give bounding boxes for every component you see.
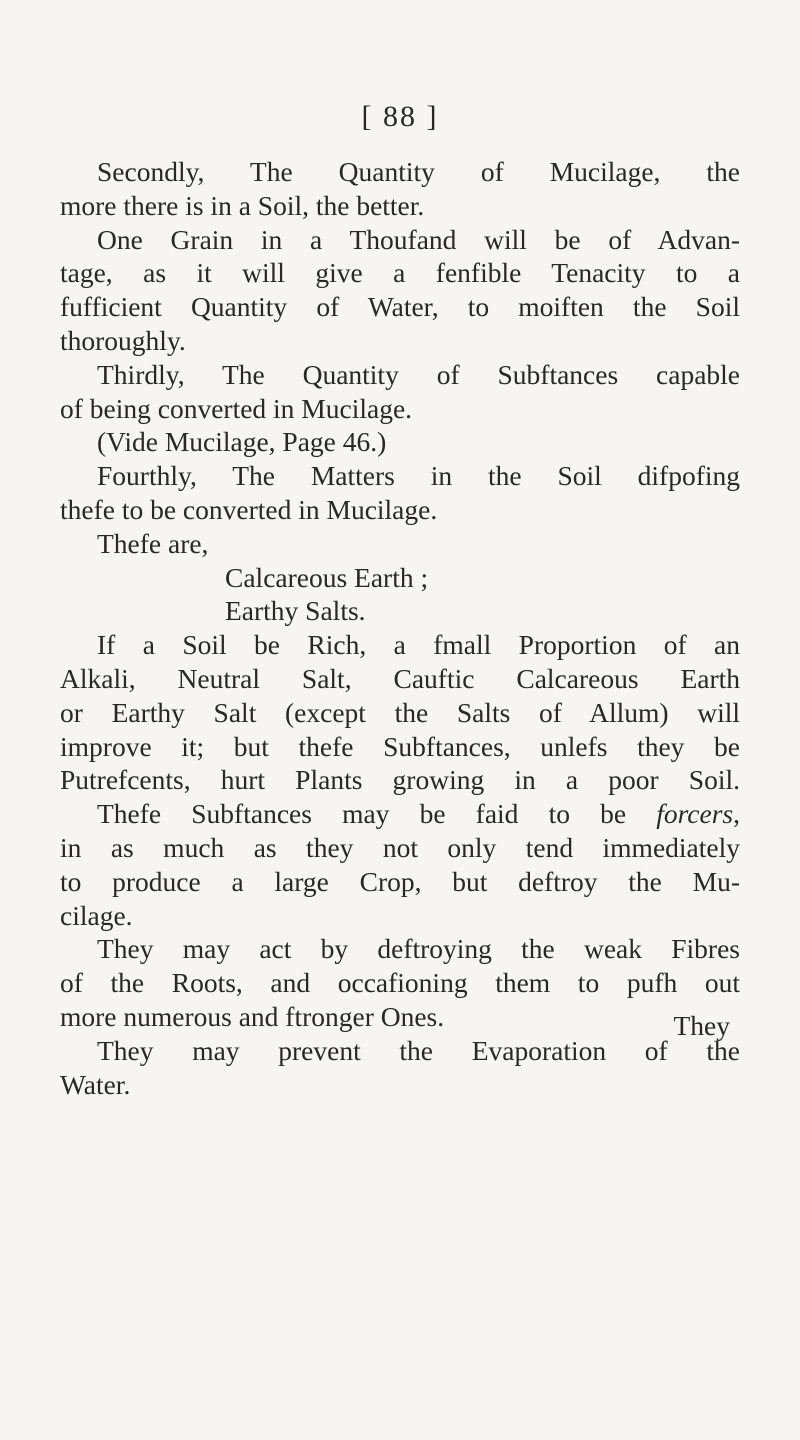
text-line: thefe to be converted in Mucilage. xyxy=(60,493,438,525)
text-line: fufficient Quantity of Water, to moiften the Soil xyxy=(60,291,740,323)
text-line: improve it; but thefe Subftances, unlefs they be xyxy=(60,730,740,762)
catchword: They xyxy=(673,1010,730,1041)
text-line: If a Soil be Rich, a fmall Proportion of an xyxy=(97,629,740,661)
text-line: Secondly, The Quantity of Mucilage, the xyxy=(97,156,740,187)
text-line: more numerous and ftronger Ones. xyxy=(60,1000,445,1032)
text-line: Earthy Salts. xyxy=(225,595,366,627)
text-line-forcers xyxy=(60,797,740,831)
page-number: [ 88 ] xyxy=(361,100,439,133)
italic-word: forcers xyxy=(656,798,734,830)
text-line: Water. xyxy=(60,1068,131,1100)
text-line: to produce a large Crop, but deftroy the Mu- xyxy=(60,865,740,897)
text-segment: , xyxy=(733,798,740,830)
text-line: Putrefcents, hurt Plants growing in a poor Soil. xyxy=(60,764,740,796)
text-line: (Vide Mucilage, Page 46.) xyxy=(97,426,387,458)
text-line: of being converted in Mucilage. xyxy=(60,392,413,424)
text-line: Thefe are, xyxy=(97,527,209,559)
text-line: tage, as it will give a fenfible Tenacity to a xyxy=(60,257,740,289)
text-line: One Grain in a Thoufand will be of Advan- xyxy=(97,223,740,255)
text-line: Calcareous Earth ; xyxy=(225,561,429,593)
text-line: Fourthly, The Matters in the Soil difpofing xyxy=(97,460,740,492)
text-line: or Earthy Salt (except the Salts of Allum) will xyxy=(60,696,740,728)
text-line: of the Roots, and occafioning them to pufh out xyxy=(60,967,740,999)
body-text xyxy=(60,155,740,1101)
text-line: thoroughly. xyxy=(60,324,186,356)
text-line: in as much as they not only tend immediately xyxy=(60,831,740,863)
text-line: cilage. xyxy=(60,899,133,931)
text-line: more there is in a Soil, the better. xyxy=(60,189,425,221)
text-line: They may prevent the Evaporation of the xyxy=(97,1034,740,1066)
text-line: They may act by deftroying the weak Fibres xyxy=(97,933,740,965)
text-line: Alkali, Neutral Salt, Cauftic Calcareous Earth xyxy=(60,662,740,694)
text-segment: Thefe Subftances may be faid to be xyxy=(97,798,657,830)
text-line: Thirdly, The Quantity of Subftances capable xyxy=(97,358,740,390)
